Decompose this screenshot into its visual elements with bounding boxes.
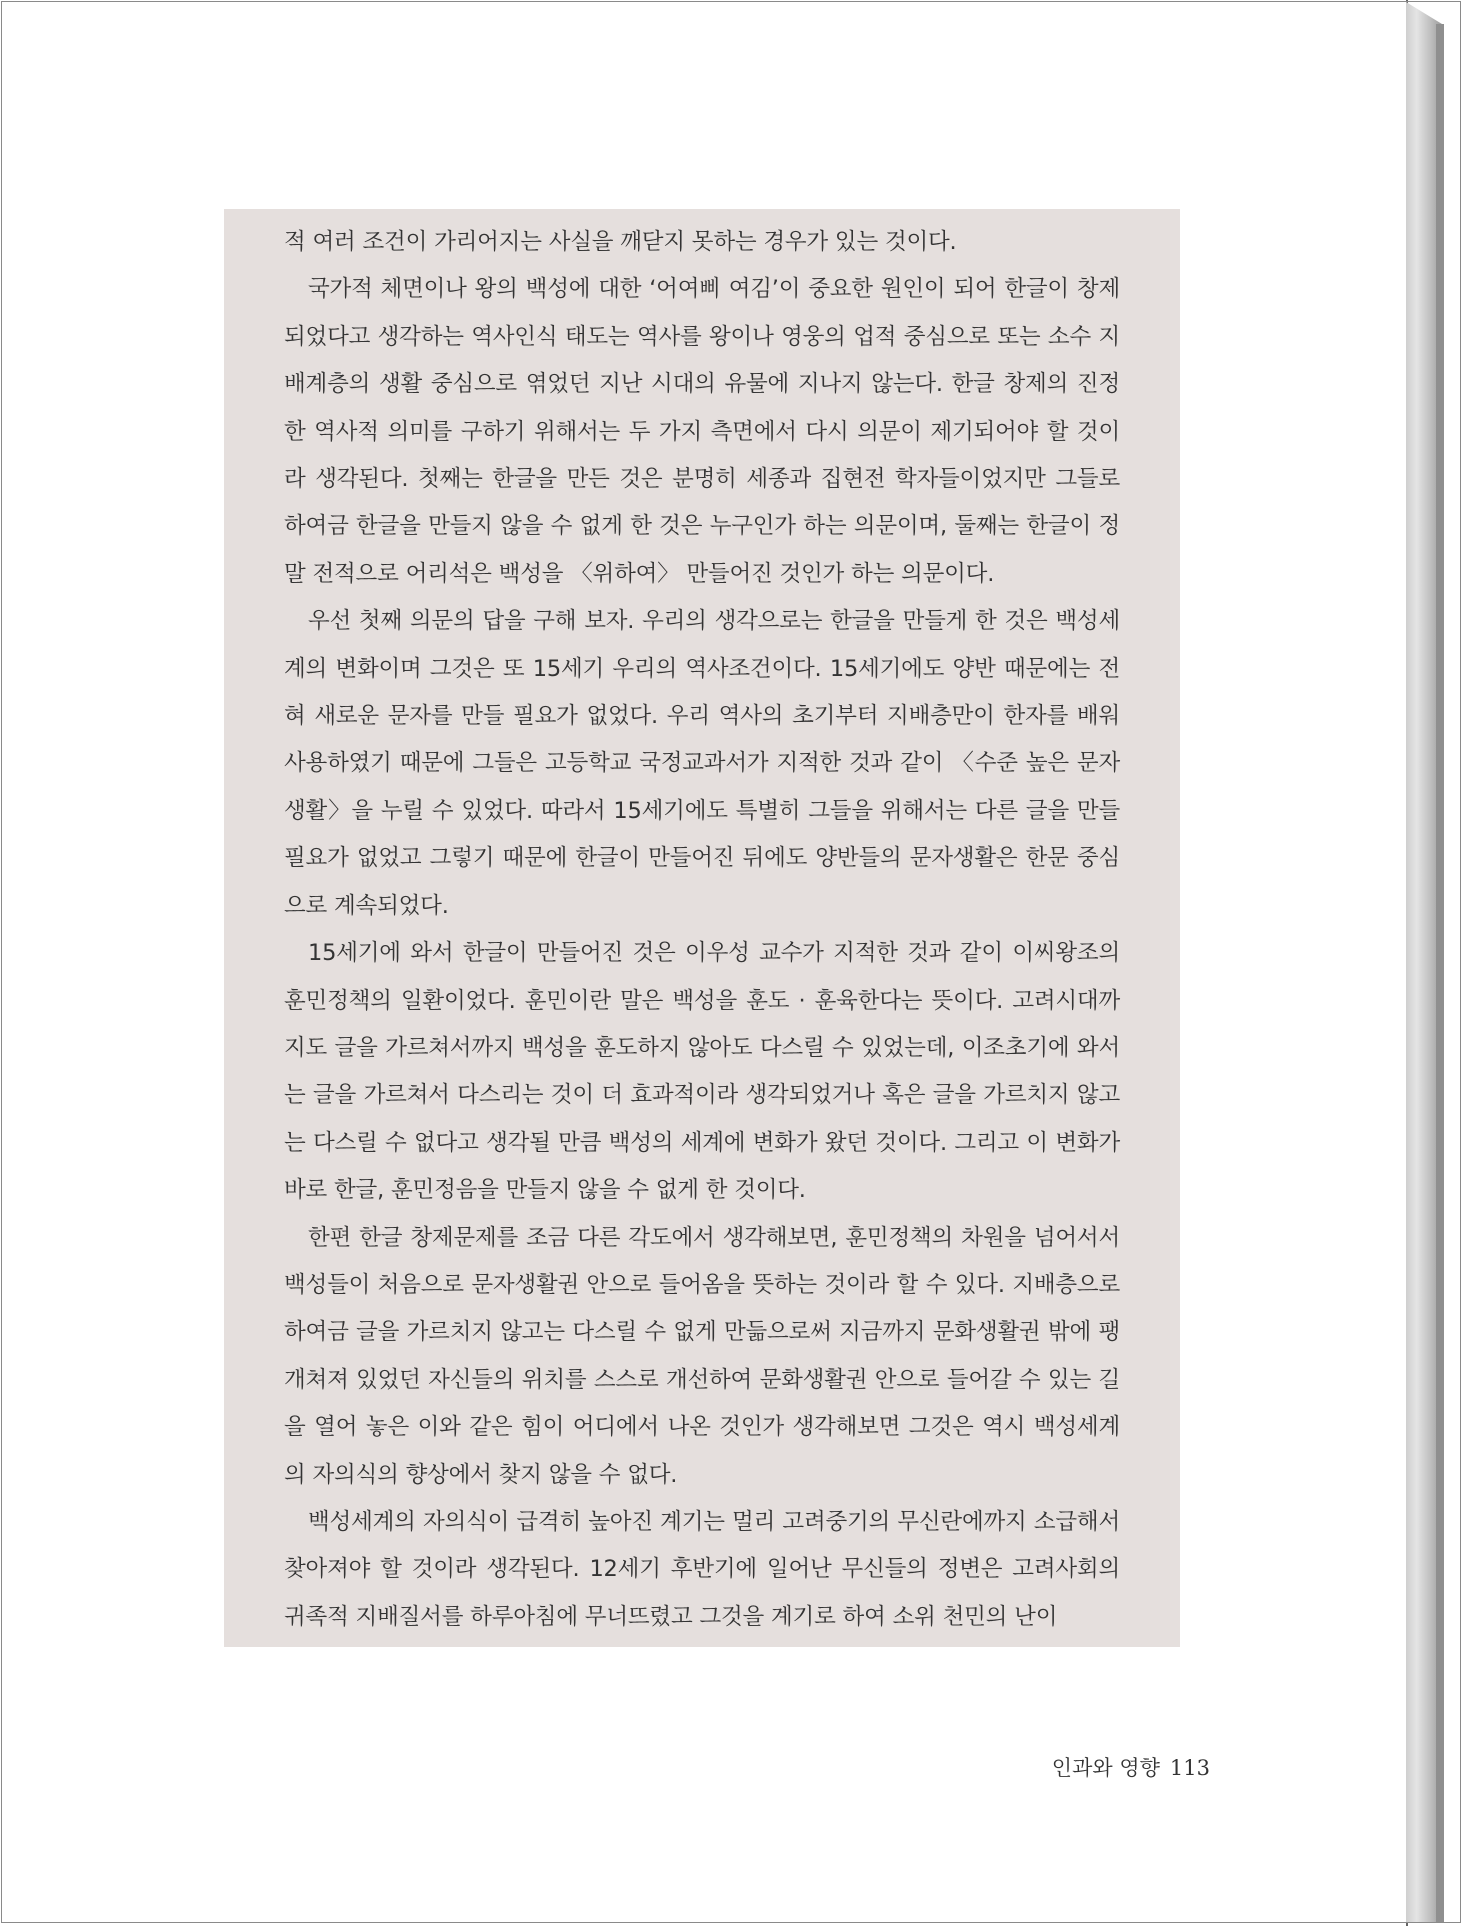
paragraph: 우선 첫째 의문의 답을 구해 보자. 우리의 생각으로는 한글을 만들게 한 것은 백성세계의 변화이며 그것은 또 15세기 우리의 역사조건이다. 15세기에도 양반 때문에는 전혀 새로운 문자를 만들 필요가 없었다. 우리 역사의 초기부터 지배층만이 한자를 배워 사용하였기 때문에 그들은 고등학교 국정교과서가 지적한 것과 같이 〈수준 높은 문자생활〉을 누릴 수 있었다. 따라서 15세기에도 특별히 그들을 위해서는 다른 글을 만들 필요가 없었고 그렇기 때문에 한글이 만들어진 뒤에도 양반들의 문자생활은 한문 중심으로 계속되었다. [284, 608, 1120, 919]
image-border [1, 1, 1461, 1923]
paragraph: 한편 한글 창제문제를 조금 다른 각도에서 생각해보면, 훈민정책의 차원을 넘어서서 백성들이 처음으로 문자생활권 안으로 들어옴을 뜻하는 것이라 할 수 있다. 지배층으로 하여금 글을 가르치지 않고는 다스릴 수 없게 만듦으로써 지금까지 문화생활권 밖에 팽개쳐져 있었던 자신들의 위치를 스스로 개선하여 문화생활권 안으로 들어갈 수 있는 길을 열어 놓은 이와 같은 힘이 어디에서 나온 것인가 생각해보면 그것은 역시 백성세계의 자의식의 향상에서 찾지 않을 수 없다. [284, 1224, 1120, 1488]
paragraph: 백성세계의 자의식이 급격히 높아진 계기는 멀리 고려중기의 무신란에까지 소급해서 찾아져야 할 것이라 생각된다. 12세기 후반기에 일어난 무신들의 정변은 고려사회의 귀족적 지배질서를 하루아침에 무너뜨렸고 그것을 계기로 하여 소위 천민의 난이 [284, 1508, 1120, 1630]
running-title: 인과와 영향 [1051, 1756, 1160, 1780]
paragraph: 국가적 체면이나 왕의 백성에 대한 ‘어여삐 여김’이 중요한 원인이 되어 한글이 창제되었다고 생각하는 역사인식 태도는 역사를 왕이나 영웅의 업적 중심으로 또는 소수 지배계층의 생활 중심으로 엮었던 지난 시대의 유물에 지나지 않는다. 한글 창제의 진정한 역사적 의미를 구하기 위해서는 두 가지 측면에서 다시 의문이 제기되어야 할 것이라 생각된다. 첫째는 한글을 만든 것은 분명히 세종과 집현전 학자들이었지만 그들로 하여금 한글을 만들지 않을 수 없게 한 것은 누구인가 하는 의문이며, 둘째는 한글이 정말 전적으로 어리석은 백성을 〈위하여〉 만들어진 것인가 하는 의문이다. [284, 276, 1120, 587]
paragraph: 15세기에 와서 한글이 만들어진 것은 이우성 교수가 지적한 것과 같이 이씨왕조의 훈민정책의 일환이었다. 훈민이란 말은 백성을 훈도 · 훈육한다는 뜻이다. 고려시대까지도 글을 가르쳐서까지 백성을 훈도하지 않아도 다스릴 수 있었는데, 이조초기에 와서는 글을 가르쳐서 다스리는 것이 더 효과적이라 생각되었거나 혹은 글을 가르치지 않고는 다스릴 수 없다고 생각될 만큼 백성의 세계에 변화가 왔던 것이다. 그리고 이 변화가 바로 한글, 훈민정음을 만들지 않을 수 없게 한 것이다. [284, 940, 1120, 1204]
paragraph-continued: 적 여러 조건이 가리어지는 사실을 깨닫지 못하는 경우가 있는 것이다. [284, 229, 957, 255]
page-number: 113 [1169, 1756, 1210, 1780]
